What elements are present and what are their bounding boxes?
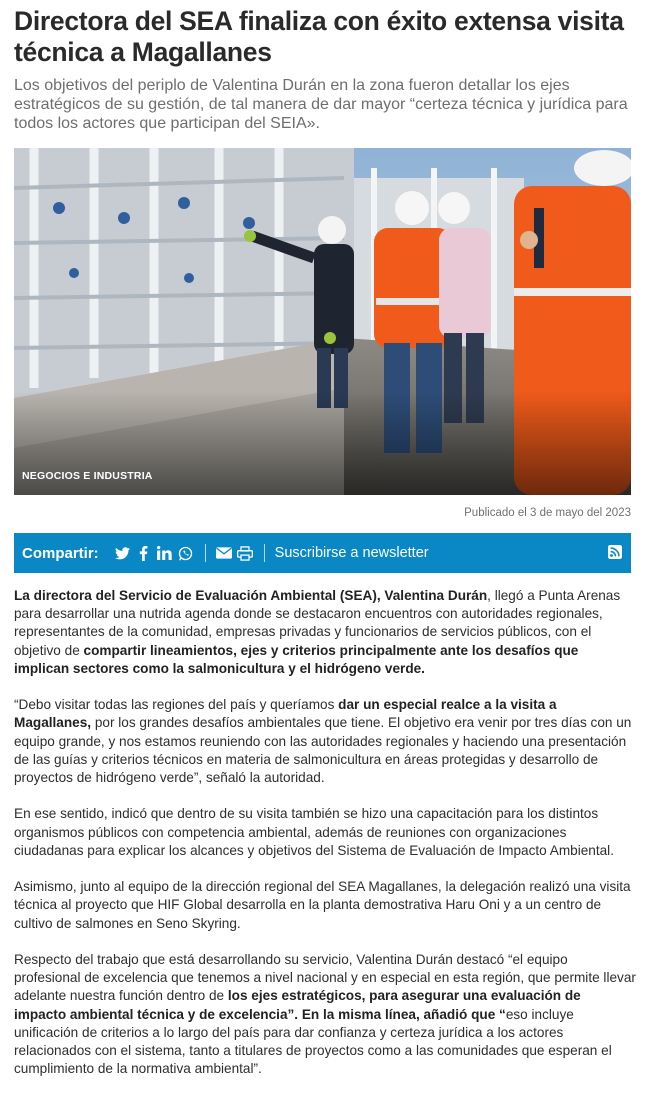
twitter-icon[interactable] <box>113 543 133 563</box>
share-label: Compartir: <box>22 544 99 562</box>
mail-icon[interactable] <box>214 543 234 563</box>
share-separator <box>264 544 265 562</box>
text-run: Asimismo, junto al equipo de la dirección regional del SEA Magallanes, la delegación realizó una visita técnica al proyecto que HIF Global desarrolla en la planta demostrativa Haru Oni y a un centro de cultivo de salmones en Seno Skyring. <box>14 879 631 931</box>
share-separator <box>205 544 206 562</box>
text-run: En ese sentido, indicó que dentro de su visita también se hizo una capacitación para los distintos organismos públicos con competencia ambiental, además de reuniones con organizaciones ciudadanas para explicar los alcances y objetivos del Sistema de Evaluación de Impacto Ambiental. <box>14 806 614 858</box>
article-body <box>14 587 636 1097</box>
bold-run: dar un especial realce a la visita a Magallanes, <box>14 697 557 731</box>
hero-image[interactable] <box>14 148 631 495</box>
print-icon[interactable] <box>235 543 255 563</box>
linkedin-icon[interactable] <box>155 543 175 563</box>
newsletter-link[interactable]: Suscribirse a newsletter <box>274 545 429 561</box>
bold-run: los ejes estratégicos, para asegurar una evaluación de impacto ambiental técnica y de excelencia”. En la misma línea, añadió que “ <box>14 988 581 1022</box>
article-lead: Los objetivos del periplo de Valentina Durán en la zona fueron detallar los ejes estratégicos de su gestión, de tal manera de dar mayor “certeza técnica y jurídica para todos los actores que participan del SEIA». <box>14 77 628 132</box>
text-run: eso incluye unificación de criterios a lo largo del país para dar confianza y certeza jurídica a los actores relacionados con el sistema, tanto a titulares de proyectos como a las comunidades que esperan el cumplimiento de la normativa ambiental”. <box>14 1006 612 1077</box>
body-paragraph <box>14 696 636 787</box>
whatsapp-icon[interactable] <box>176 543 196 563</box>
hero-photo-illustration <box>14 148 631 495</box>
text-run: por los grandes desafíos ambientales que tiene. El objetivo era venir por tres días con un equipo grande, y nos estamos reuniendo con las autoridades regionales y haciendo una presentación de las guías y criterios técnicos en materia de salmonicultura en áreas protegidas y desarrollo de proyectos de hidrógeno verde”, señaló la autoridad. <box>14 715 632 786</box>
text-run: “Debo visitar todas las regiones del país y queríamos <box>14 697 339 713</box>
body-paragraph <box>14 805 636 860</box>
bold-run: La directora del Servicio de Evaluación Ambiental (SEA), Valentina Durán <box>14 588 488 603</box>
bold-run: compartir lineamientos, ejes y criterios principalmente ante los desafíos que implican sectores como la salmonicultura y el hidrógeno verde. <box>14 642 579 676</box>
published-date: Publicado el 3 de mayo del 2023 <box>464 507 631 519</box>
share-bar <box>14 533 631 573</box>
rss-icon[interactable] <box>608 545 622 564</box>
category-label[interactable]: NEGOCIOS E INDUSTRIA <box>22 470 153 482</box>
text-run: , llegó a Punta Arenas para desarrollar una nutrida agenda donde se destacaron encuentros con autoridades regionales, representantes de la comunidad, empresas privadas y funcionarios de servicios públicos, con el objetivo de <box>14 588 621 658</box>
facebook-icon[interactable] <box>134 543 154 563</box>
body-paragraph <box>14 951 636 1078</box>
body-paragraph <box>14 587 636 678</box>
article-title: Directora del SEA finaliza con éxito extensa visita técnica a Magallanes <box>14 6 624 67</box>
body-paragraph <box>14 878 636 933</box>
share-icons <box>113 543 429 563</box>
text-run: Respecto del trabajo que está desarrollando su servicio, Valentina Durán destacó “el equipo profesional de excelencia que tenemos a nivel nacional y en especial en esta región, que permite llevar adelante nuestra función dentro de <box>14 952 636 1004</box>
